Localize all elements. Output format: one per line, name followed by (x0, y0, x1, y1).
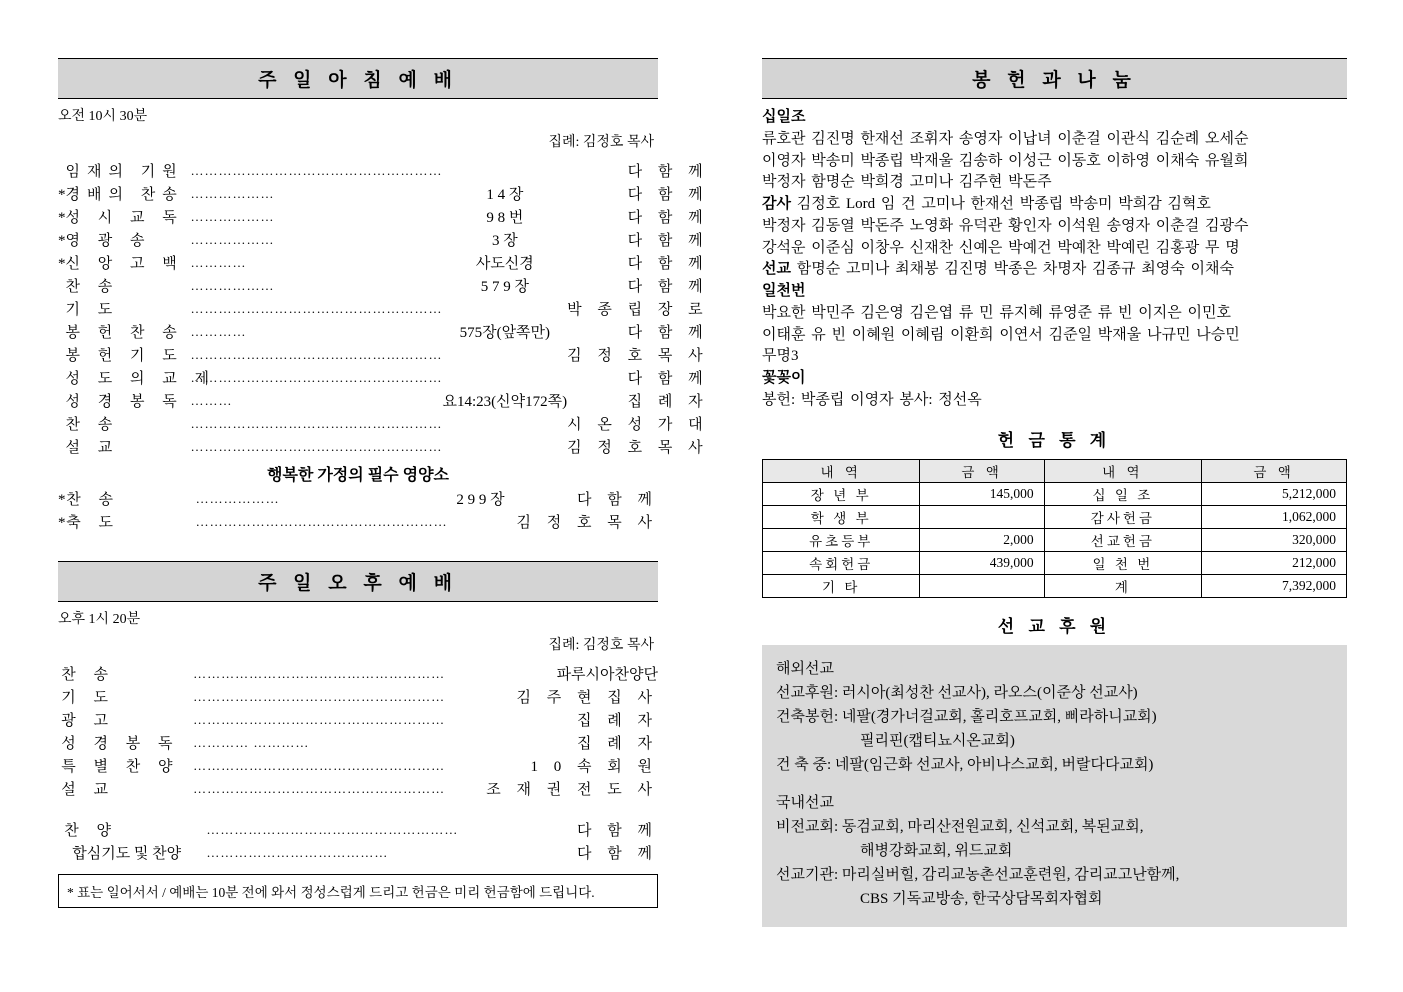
mission-line: 선교기관: 마리실버힐, 감리교농촌선교훈련원, 감리교고난함께, (776, 866, 1180, 883)
offering-names-line: 류호관 김진명 한재선 조휘자 송영자 이납녀 이춘걸 이관식 김순례 오세순 (762, 130, 1249, 147)
order-detail (445, 777, 486, 800)
order-row (58, 343, 709, 366)
order-row (58, 754, 658, 777)
dot-leader: ……………………………………………… (190, 163, 443, 178)
offering-group-label: 십일조 (762, 109, 806, 125)
order-detail (458, 841, 536, 864)
cell-category: 속회헌금 (763, 551, 920, 574)
order-detail: 3 장 (491, 233, 518, 249)
dot-leader: ……………… (190, 232, 275, 247)
order-detail (458, 818, 536, 841)
order-detail (445, 708, 486, 731)
order-detail (443, 366, 568, 389)
mission-line: 건 축 중: 네팔(임근화 선교사, 아비나스교회, 버랄다다교회) (776, 756, 1154, 773)
dot-leader: ………… (190, 255, 247, 270)
order-item: 경배의 찬송 (65, 187, 184, 203)
order-row (58, 435, 709, 458)
dot-leader: ………… ………… (193, 735, 310, 750)
morning-order-table-after (58, 487, 658, 533)
order-item: 설 교 (65, 440, 120, 456)
order-who: 김 정 호 목 사 (567, 348, 709, 364)
table-row (763, 505, 1347, 528)
order-detail (445, 662, 486, 685)
order-row (58, 777, 658, 800)
order-who: 다 함 께 (627, 279, 709, 295)
afternoon-order-table (58, 662, 658, 800)
mission-line: CBS 기독교방송, 한국상담목회자협회 (860, 890, 1103, 907)
order-row (58, 389, 709, 412)
col-header-amount-2: 금 액 (1202, 459, 1347, 482)
star-mark: * (58, 187, 66, 203)
star-mark (58, 412, 66, 435)
order-row (58, 818, 658, 841)
dot-leader: ……………………………………………… (193, 758, 446, 773)
cell-category: 선교헌금 (1044, 528, 1201, 551)
order-item: 특 별 찬 양 (61, 759, 180, 775)
morning-service-leader: 집례: 김정호 목사 (548, 135, 654, 150)
order-detail: 요14:23(신약172쪽) (442, 394, 568, 410)
order-detail: 575장(앞쪽만) (459, 325, 551, 341)
offering-names-line: 이영자 박송미 박종립 박재울 김송하 이성근 이동호 이하영 이채숙 유월희 (762, 152, 1249, 169)
order-who: 집 례 자 (627, 394, 709, 410)
order-row (58, 510, 658, 533)
order-who: 다 함 께 (627, 187, 709, 203)
afternoon-service-leader: 집례: 김정호 목사 (548, 638, 654, 653)
order-who: 김 주 현 집 사 (516, 690, 658, 706)
afternoon-order-table-after (58, 818, 658, 864)
dot-leader: ………………………………… (206, 845, 389, 860)
order-detail: 2 9 9 장 (456, 492, 505, 508)
cell-amount: 7,392,000 (1202, 574, 1347, 597)
cell-category: 감사헌금 (1044, 505, 1201, 528)
star-mark (58, 274, 66, 297)
mission-line: 건축봉헌: 네팔(경가너걸교회, 홀리호프교회, 삐라하니교회) (776, 708, 1157, 725)
order-detail: 5 7 9 장 (480, 279, 529, 295)
order-who: 박 종 립 장 로 (567, 302, 709, 318)
mission-support-box (762, 645, 1347, 927)
star-mark (58, 320, 66, 343)
offering-summary-table (762, 459, 1347, 598)
star-mark: * (58, 515, 66, 531)
order-row (58, 841, 658, 864)
star-mark: * (58, 233, 66, 249)
table-row (763, 551, 1347, 574)
dot-leader: ……………………………………………… (190, 370, 443, 385)
star-mark: * (58, 256, 66, 272)
morning-service-time: 오전 10시 30분 (58, 109, 148, 124)
order-detail (445, 731, 486, 754)
offering-names-line: 박요한 박민주 김은영 김은엽 류 민 류지혜 류영준 류 빈 이지은 이민호 (762, 304, 1231, 321)
order-row (58, 731, 658, 754)
col-header-category-1: 내 역 (763, 459, 920, 482)
morning-order-table (58, 159, 709, 458)
right-column (762, 58, 1347, 927)
order-detail (445, 685, 486, 708)
dot-leader: ……………………………………………… (193, 666, 446, 681)
dot-leader: ……………………………………………… (193, 689, 446, 704)
order-item: 임재의 기원 (65, 164, 184, 180)
offering-names-line: 박정자 김동열 박돈주 노영화 유덕관 황인자 이석원 송영자 이춘걸 김광수 (762, 217, 1249, 234)
order-who: 1 0 속 회 원 (530, 759, 658, 775)
order-item: 찬 송 (65, 417, 120, 433)
order-item: 광 고 (61, 713, 116, 729)
cell-amount: 439,000 (920, 551, 1044, 574)
dot-leader: ………… (190, 324, 247, 339)
order-item: 합심기도 및 찬양 (72, 846, 182, 862)
dot-leader: ……………… (190, 186, 275, 201)
cell-category: 학 생 부 (763, 505, 920, 528)
order-detail (443, 159, 568, 182)
offering-group-label: 선교 함명순 고미나 최채봉 김진명 박종은 차명자 김종규 최영숙 이채숙 (762, 261, 1234, 278)
order-row (58, 708, 658, 731)
order-detail (443, 412, 568, 435)
cell-category: 일 천 번 (1044, 551, 1201, 574)
order-detail: 사도신경 (475, 256, 534, 272)
star-mark (58, 389, 66, 412)
offering-names-line: 이태훈 유 빈 이혜원 이혜림 이환희 이연서 김준일 박재울 나규민 나승민 (762, 326, 1240, 343)
order-item: 찬 양 (64, 823, 118, 839)
order-row (58, 159, 709, 182)
cell-category: 십 일 조 (1044, 482, 1201, 505)
offering-names-line: 봉헌: 박종립 이영자 봉사: 정선옥 (762, 391, 982, 408)
star-mark (58, 366, 66, 389)
cell-amount: 212,000 (1202, 551, 1347, 574)
mission-line: 해병강화교회, 위드교회 (860, 842, 1013, 859)
cell-category: 장 년 부 (763, 482, 920, 505)
dot-leader: ……………… (195, 491, 280, 506)
mission-line: 비전교회: 동검교회, 마리산전원교회, 신석교회, 복된교회, (776, 818, 1144, 835)
offering-names-line: 무명3 (762, 348, 799, 365)
order-who: 파루시아찬양단 (556, 667, 658, 683)
order-who: 다 함 께 (627, 233, 709, 249)
star-mark (58, 435, 66, 458)
star-mark: * (58, 210, 66, 226)
order-row (58, 685, 658, 708)
order-item: 기 도 (65, 302, 120, 318)
order-row (58, 366, 709, 389)
offering-list (762, 107, 1347, 412)
order-who: 다 함 께 (577, 846, 658, 862)
mission-line: 선교후원: 러시아(최성찬 선교사), 라오스(이준상 선교사) (776, 684, 1138, 701)
order-row (58, 205, 709, 228)
cell-category: 유초등부 (763, 528, 920, 551)
order-detail: 1 4 장 (486, 187, 524, 203)
table-row (763, 482, 1347, 505)
order-who: 김 정 호 목 사 (567, 440, 709, 456)
order-row (58, 228, 709, 251)
table-row (763, 528, 1347, 551)
order-item: 봉 헌 찬 송 (65, 325, 184, 341)
offering-summary-title: 헌 금 통 계 (997, 430, 1112, 450)
order-row (58, 320, 709, 343)
order-detail (445, 754, 486, 777)
dot-leader: ……… (190, 393, 233, 408)
order-detail (443, 343, 568, 366)
offering-group-label: 꽃꽂이 (762, 370, 806, 386)
order-detail (443, 297, 568, 320)
order-item: 신 앙 고 백 (65, 256, 184, 272)
order-item: 찬 송 (61, 667, 116, 683)
order-row (58, 487, 658, 510)
star-mark (58, 343, 66, 366)
offering-banner: 봉 헌 과 나 눔 (762, 58, 1347, 99)
col-header-category-2: 내 역 (1044, 459, 1201, 482)
order-detail: 9 8 번 (486, 210, 524, 226)
order-who: 다 함 께 (577, 823, 658, 839)
dot-leader: ……………………………………………… (190, 416, 443, 431)
table-row (763, 574, 1347, 597)
service-note: * 표는 일어서서 / 예배는 10분 전에 와서 정성스럽게 드리고 헌금은 미리 헌금함에 드립니다. (58, 874, 658, 908)
dot-leader: ……………………………………………… (193, 712, 446, 727)
cell-amount: 320,000 (1202, 528, 1347, 551)
order-item: 성 경 봉 독 (61, 736, 180, 752)
star-mark (58, 159, 66, 182)
order-who: 집 례 자 (577, 713, 658, 729)
cell-amount: 5,212,000 (1202, 482, 1347, 505)
order-row (58, 662, 658, 685)
cell-amount (920, 574, 1044, 597)
table-header-row (763, 459, 1347, 482)
cell-category: 기 타 (763, 574, 920, 597)
mission-spacer (776, 777, 1333, 791)
order-item: 설 교 (61, 782, 116, 798)
col-header-amount-1: 금 액 (920, 459, 1044, 482)
order-row (58, 412, 709, 435)
order-item: 기 도 (61, 690, 116, 706)
dot-leader: ……………………………………………… (193, 781, 446, 796)
cell-amount: 2,000 (920, 528, 1044, 551)
cell-amount: 145,000 (920, 482, 1044, 505)
order-who: 다 함 께 (627, 256, 709, 272)
offering-names-line: 강석운 이준심 이창우 신재찬 신예은 박예건 박예찬 박예린 김홍광 무 명 (762, 239, 1240, 256)
cell-category: 계 (1044, 574, 1201, 597)
order-detail (448, 510, 514, 533)
order-item: 축 도 (66, 515, 120, 531)
dot-leader: ……………… (190, 278, 275, 293)
afternoon-service-banner: 주 일 오 후 예 배 (58, 561, 658, 602)
star-mark: * (58, 492, 66, 508)
afternoon-service-time: 오후 1시 20분 (58, 612, 141, 627)
dot-leader: ……………… (190, 209, 275, 224)
left-column (58, 58, 709, 908)
order-item: 찬 송 (65, 279, 120, 295)
order-who: 시 온 성 가 대 (567, 417, 709, 433)
order-row (58, 297, 709, 320)
order-who: 다 함 께 (627, 210, 709, 226)
order-row (58, 251, 709, 274)
order-item: 찬 송 (66, 492, 120, 508)
order-who: 다 함 께 (627, 325, 709, 341)
order-item: 성 시 교 독 (65, 210, 184, 226)
order-who: 집 례 자 (577, 736, 658, 752)
morning-service-banner: 주 일 아 침 예 배 (58, 58, 658, 99)
mission-support-title: 선 교 후 원 (997, 616, 1112, 636)
order-who: 김 정 호 목 사 (516, 515, 658, 531)
order-item: 성 경 봉 독 (65, 394, 184, 410)
dot-leader: ……………………………………………… (190, 301, 443, 316)
order-row (58, 274, 709, 297)
dot-leader: ……………………………………………… (190, 347, 443, 362)
order-who: 다 함 께 (627, 164, 709, 180)
order-detail (443, 435, 568, 458)
mission-line: 국내선교 (776, 794, 834, 811)
order-item: 영 광 송 (65, 233, 152, 249)
dot-leader: ……………………………………………… (190, 439, 443, 454)
order-who: 다 함 께 (577, 492, 658, 508)
order-row (58, 182, 709, 205)
order-item: 성 도 의 교 제 (65, 371, 216, 387)
cell-amount (920, 505, 1044, 528)
offering-names-line: 박정자 함명순 박희경 고미나 김주현 박돈주 (762, 174, 1052, 191)
mission-line: 해외선교 (776, 660, 834, 677)
mission-line: 필리핀(캡티뇨시온교회) (860, 732, 1015, 749)
offering-group-label: 감사 김정호 Lord 임 건 고미나 한재선 박종립 박송미 박희감 김혁호 (762, 196, 1211, 212)
order-item: 봉 헌 기 도 (65, 348, 184, 364)
dot-leader: ……………………………………………… (195, 514, 448, 529)
cell-amount: 1,062,000 (1202, 505, 1347, 528)
offering-group-label: 일천번 (762, 283, 806, 299)
sermon-title: 행복한 가정의 필수 영양소 (266, 467, 450, 484)
order-who: 다 함 께 (627, 371, 709, 387)
dot-leader: ……………………………………………… (206, 822, 459, 837)
order-who: 조 재 권 전 도 사 (486, 782, 658, 798)
star-mark (58, 297, 66, 320)
